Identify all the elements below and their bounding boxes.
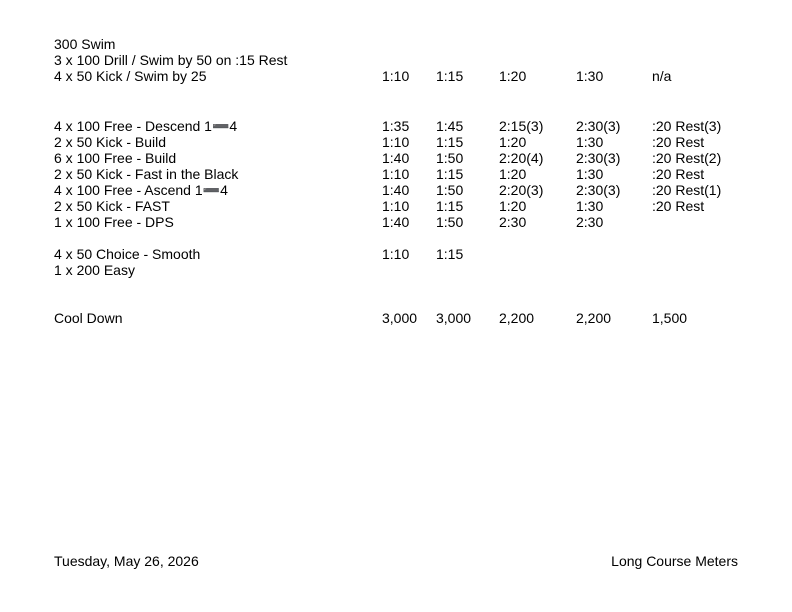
interval-col-5: n/a	[652, 68, 672, 84]
interval-col-1: 1:35	[382, 118, 410, 134]
interval-col-1: 1:40	[382, 182, 410, 198]
interval-col-4: 1:30	[576, 68, 604, 84]
interval-col-1: 1:10	[382, 198, 410, 214]
set-description: 2 x 50 Kick - Fast in the Black	[54, 166, 239, 182]
interval-col-2: 1:15	[436, 198, 464, 214]
interval-col-3: 2:30	[499, 214, 527, 230]
interval-col-5: :20 Rest	[652, 134, 705, 150]
main-set-row	[0, 134, 792, 150]
interval-col-2: 1:15	[436, 134, 464, 150]
footer-date: Tuesday, May 26, 2026	[54, 553, 199, 569]
interval-col-2: 1:15	[436, 246, 464, 262]
interval-col-3: 2:20(4)	[499, 150, 544, 166]
interval-col-5: :20 Rest	[652, 198, 705, 214]
warmup-line-2	[0, 52, 792, 68]
interval-col-3: 1:20	[499, 134, 527, 150]
set-description: 4 x 100 Free - Descend 1➖4	[54, 118, 238, 134]
interval-col-2: 1:15	[436, 166, 464, 182]
interval-col-2: 1:50	[436, 214, 464, 230]
main-set-row	[0, 118, 792, 134]
interval-col-3: 1:20	[499, 68, 527, 84]
set-description: 2 x 50 Kick - FAST	[54, 198, 170, 214]
main-set-row	[0, 166, 792, 182]
set-description: 4 x 50 Choice - Smooth	[54, 246, 201, 262]
choice-set-row	[0, 246, 792, 262]
interval-col-2: 1:50	[436, 182, 464, 198]
set-description: 1 x 200 Easy	[54, 262, 135, 278]
main-set-row	[0, 214, 792, 230]
set-description: 4 x 100 Free - Ascend 1➖4	[54, 182, 228, 198]
set-description: 2 x 50 Kick - Build	[54, 134, 167, 150]
interval-col-2: 1:50	[436, 150, 464, 166]
section-spacer	[0, 84, 792, 118]
total-col-3: 2,200	[499, 310, 535, 326]
section-spacer	[0, 278, 792, 310]
interval-col-5: :20 Rest(2)	[652, 150, 722, 166]
interval-col-3: 1:20	[499, 198, 527, 214]
interval-col-2: 1:45	[436, 118, 464, 134]
total-col-2: 3,000	[436, 310, 472, 326]
choice-set-row	[0, 262, 792, 278]
set-description: 4 x 50 Kick / Swim by 25	[54, 68, 207, 84]
set-description: 3 x 100 Drill / Swim by 50 on :15 Rest	[54, 52, 288, 68]
interval-col-4: 2:30	[576, 214, 604, 230]
workout-rows	[0, 36, 792, 326]
warmup-line-3	[0, 68, 792, 84]
main-set-row	[0, 150, 792, 166]
interval-col-3: 2:15(3)	[499, 118, 544, 134]
interval-col-1: 1:10	[382, 134, 410, 150]
interval-col-2: 1:15	[436, 68, 464, 84]
section-spacer	[0, 230, 792, 246]
set-description: 300 Swim	[54, 36, 116, 52]
set-description: 1 x 100 Free - DPS	[54, 214, 174, 230]
interval-col-1: 1:10	[382, 68, 410, 84]
footer-course: Long Course Meters	[611, 553, 738, 569]
interval-col-1: 1:40	[382, 150, 410, 166]
interval-col-1: 1:10	[382, 246, 410, 262]
set-description: Cool Down	[54, 310, 123, 326]
interval-col-4: 2:30(3)	[576, 182, 621, 198]
interval-col-4: 2:30(3)	[576, 118, 621, 134]
interval-col-4: 1:30	[576, 134, 604, 150]
interval-col-3: 2:20(3)	[499, 182, 544, 198]
interval-col-4: 2:30(3)	[576, 150, 621, 166]
total-col-5: 1,500	[652, 310, 688, 326]
interval-col-3: 1:20	[499, 166, 527, 182]
interval-col-4: 1:30	[576, 166, 604, 182]
total-col-4: 2,200	[576, 310, 612, 326]
interval-col-1: 1:10	[382, 166, 410, 182]
interval-col-5: :20 Rest(1)	[652, 182, 722, 198]
main-set-row	[0, 182, 792, 198]
interval-col-5: :20 Rest	[652, 166, 705, 182]
main-set-row	[0, 198, 792, 214]
interval-col-1: 1:40	[382, 214, 410, 230]
interval-col-5: :20 Rest(3)	[652, 118, 722, 134]
interval-col-4: 1:30	[576, 198, 604, 214]
total-col-1: 3,000	[382, 310, 418, 326]
set-description: 6 x 100 Free - Build	[54, 150, 177, 166]
cool-down-row	[0, 310, 792, 326]
warmup-line-1	[0, 36, 792, 52]
